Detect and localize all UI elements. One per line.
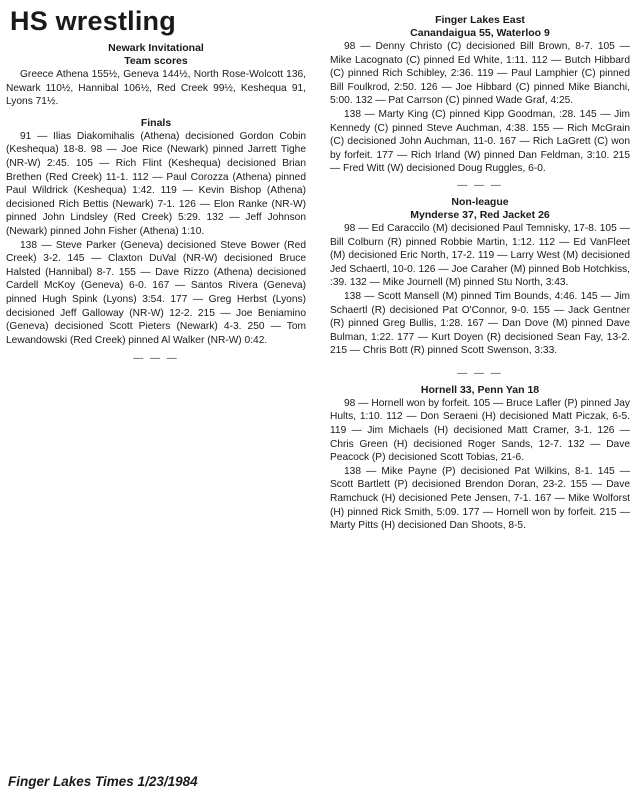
page-title: HS wrestling [10,6,176,36]
separator: — — — [457,179,503,191]
hornell-paragraph-1: 98 — Hornell won by forfeit. 105 — Bruce Lafler (P) pinned Jay Hults, 1:10. 112 — Don Seraeni (H) decisioned Matt Piczak, 6-5. 119 — Jim Michaels (H) decisioned Matt Cramer, 3-1. 126 — Chris Green (H) decisioned Roger Sands, 12-7. 132 — Dave Peacock (P) decisioned Scott Tobias, 21-6. [330,397,630,464]
score-line-mynderse: Mynderse 37, Red Jacket 26 [410,208,550,221]
separator: — — — [457,367,503,379]
team-scores-paragraph: Greece Athena 155½, Geneva 144½, North Rose-Wolcott 136, Newark 110½, Hannibal 106½, Red Creek 99½, Keshequa 91, Lyons 71½. [6,69,306,108]
meet-title: Newark Invitational [108,42,204,54]
section-heading-fle: Finger Lakes East [435,14,525,26]
left-column [6,42,306,365]
hornell-paragraph-2: 138 — Mike Payne (P) decisioned Pat Wilkins, 8-1. 145 — Scott Bartlett (P) decisioned Brendon Doran, 23-2. 155 — Dave Ramchuck (H) decisioned Pete Jensen, 7-1. 167 — Mike Wolforst (H) pinned Rick Smith, 5:09. 177 — Hornell won by forfeit. 215 — Marty Pitts (H) decisioned Dan Shoots, 8-5. [330,465,630,532]
fle-paragraph-2: 138 — Marty King (C) pinned Kipp Goodman, :28. 145 — Jim Kennedy (C) pinned Steve Auchman, 4:38. 155 — Rich McGrain (C) decisioned John Auchman, 11-0. 167 — Rich LaGrett (C) won by forfeit. 177 — Rich Irland (W) pinned Dan Feldman, 3:10. 215 — Fred Witt (W) decisioned Doug Ruggles, 6-0. [330,108,630,175]
finals-heading: Finals [140,116,172,129]
finals-paragraph-2: 138 — Steve Parker (Geneva) decisioned Steve Bower (Red Creek) 3-2. 145 — Claxton DuVal (NR-W) decisioned Bruce Halsted (Hannibal) 8-7. 155 — Dave Rizzo (Athena) decisioned Cardell McKoy (Geneva) 6-0. 167 — Santos Rivera (Geneva) pinned Hugh Spink (Lyons) 3:54. 177 — Greg Herbst (Lyons) decisioned Jeff Galloway (NR-W) 12-2. 215 — Joe Beniamino (Geneva) decisioned Scott Pieters (Newark) 4-3. 250 — Tom Lewandowski (Red Creek) pinned Al Walker (NR-W) 0:42. [6,239,306,346]
score-line-fle: Canandaigua 55, Waterloo 9 [410,27,550,39]
source-credit: Finger Lakes Times 1/23/1984 [8,774,198,789]
team-scores-heading: Team scores [124,55,188,67]
section-heading-nonleague: Non-league [451,195,509,208]
right-column [330,14,630,533]
finals-paragraph-1: 91 — Ilias Diakomihalis (Athena) decisioned Gordon Cobin (Keshequa) 18-8. 98 — Joe Rice (Newark) pinned Jarrett Tighe (NR-W) 2:45. 105 — Rich Flint (Keshequa) decisioned Brian Brethen (Red Creek) 11-1. 112 — Paul Corozza (Athena) pinned Paul Wildrick (Keshequa) 1:42. 119 — Kevin Bishop (Athena) decisioned Rich Bettis (Newark) 7-1. 126 — Elon Ranke (NR-W) pinned John Lindsley (Red Creek) 5:29. 132 — Jeff Johnson (Newark) pinned John Fisher (Athena) 1:10. [6,130,306,237]
separator: — — — [133,353,179,365]
mynderse-paragraph-1: 98 — Ed Caraccilo (M) decisioned Paul Temnisky, 17-8. 105 — Bill Colburn (R) pinned Robbie Martin, 1:12. 112 — Ed VanFleet (M) decisioned Eric North, 17-2. 119 — Larry West (M) decisioned Jed Schaertl, 10-0. 126 — Joe Caraher (M) pinned Bob Hotchkiss, :39. 132 — Mike Journell (M) pinned Stu North, 3:43. [330,222,630,289]
score-line-hornell: Hornell 33, Penn Yan 18 [420,383,540,396]
fle-paragraph-1: 98 — Denny Christo (C) decisioned Bill Brown, 8-7. 105 — Mike Lacognato (C) pinned Ed White, 1:11. 112 — Butch Hibbard (C) pinned Rich Schibley, 2:36. 119 — Paul Lamphier (C) pinned Bill Foulkrod, 2:50. 126 — Joe Hibbard (C) pinned Mike Bianchi, 5:00. 132 — Pat Carrson (C) pinned Wade Graf, 4:25. [330,41,630,107]
mynderse-paragraph-2: 138 — Scott Mansell (M) pinned Tim Bounds, 4:46. 145 — Jim Schaertl (R) decisioned Pat O'Connor, 9-0. 155 — Jack Gentner (R) pinned Greg Bullis, 1:28. 167 — Dan Dove (M) pinned Dave Bulman, 1:22. 177 — Kurt Doyen (R) decisioned Sean Fay, 13-2. 215 — Chris Bott (R) pinned Scott Swenson, 3:33. [330,290,630,357]
